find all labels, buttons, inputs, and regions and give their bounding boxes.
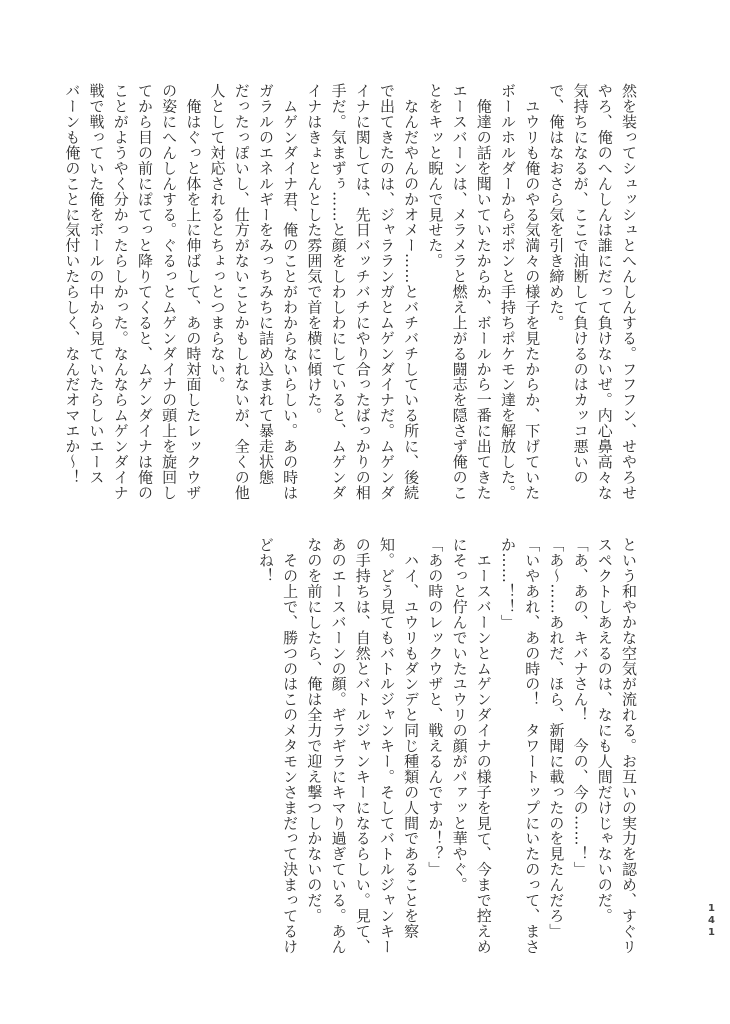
text-line: ガラルのエネルギーをみっちみちに詰め込まれて暴走状態 <box>256 83 275 485</box>
text-line: スペクトしあえるのは、なにも人間だけじゃないのだ。 <box>595 537 614 924</box>
text-line: イナはきょとんとした雰囲気で首を横に傾けた。 <box>305 83 324 423</box>
text-line: なんだやんのかオメー……とバチバチしている所に、後続 <box>402 83 421 501</box>
text-line: ハイ、ユウリもダンデと同じ種類の人間であることを察 <box>402 537 421 939</box>
text-line: とをキッと睨んで見せた。 <box>426 83 445 269</box>
text-line: 「あ、あの、キバナさん！ 今の、今の……！」 <box>571 537 590 877</box>
text-line: ボールホルダーからポポンと手持ちポケモン達を解放した。 <box>498 83 517 501</box>
text-line: か……！！」 <box>498 537 517 630</box>
text-line: ムゲンダイナ君、俺のことがわからないらしい。あの時は <box>281 83 300 501</box>
text-line: 然を装ってシュッシュとへんしんする。フフフン、せやろせ <box>620 83 638 501</box>
text-line: で、俺はなおさら気を引き締めた。 <box>547 83 566 331</box>
text-line: やろ、俺のへんしんは誰にだって負けないぜ。内心鼻高々な <box>595 83 614 501</box>
text-line: 「あの時のレックウザと、戦えるんですか！？」 <box>426 537 445 877</box>
text-line: という和やかな空気が流れる。お互いの実力を認め、すぐリ <box>620 537 638 955</box>
text-line: 人として対応されるとちょっとつまらない。 <box>208 83 227 392</box>
text-line: なのを前にしたら、俺は全力で迎え撃つしかないのだ。 <box>305 537 324 924</box>
text-line: その上で、勝つのはこのメタモンさまだって決まってるけ <box>281 537 300 955</box>
text-line: どね！ <box>256 537 275 584</box>
text-block-top <box>60 83 641 501</box>
text-line: の手持ちは、自然とバトルジャンキーになるらしい。見て、 <box>353 537 372 955</box>
text-line: 「いやあれ、あの時の！ タワートップにいたのって、まさ <box>523 537 542 955</box>
text-block-bottom <box>254 537 641 955</box>
text-line: あのエースバーンの顔。ギラギラにキマり過ぎている。あん <box>329 537 348 955</box>
text-line: 手だ。気まずぅ……と顔をしわしわにしていると、ムゲンダ <box>329 83 348 501</box>
text-line: 戦で戦っていた俺をボールの中から見ていたらしいエース <box>87 83 106 485</box>
text-line: の姿にへんしんする。ぐるっとムゲンダイナの頭上を旋回し <box>160 83 179 501</box>
text-line: エースバーンとムゲンダイナの様子を見て、今まで控えめ <box>474 537 493 955</box>
text-line: 知。どう見てもバトルジャンキー。そしてバトルジャンキー <box>377 537 396 955</box>
text-line: にそっと佇んでいたユウリの顔がパァッと華やぐ。 <box>450 537 469 893</box>
text-line: 俺はぐっと体を上に伸ばして、あの時対面したレックウザ <box>184 83 203 501</box>
text-line: イナに関しては、先日バッチバチにやり合ったばっかりの相 <box>353 83 372 501</box>
text-line: 気持ちになるが、ここで油断して負けるのはカッコ悪いの <box>571 83 590 485</box>
text-line: だったっぽいし、仕方がないことかもしれないが、全くの他 <box>232 83 251 501</box>
text-line: てから目の前にぽてっと降りてくると、ムゲンダイナは俺の <box>135 83 154 501</box>
text-line: エースバーンは、メラメラと燃え上がる闘志を隠さず俺のこ <box>450 83 469 501</box>
text-line: バーンも俺のことに気付いたらしく、なんだオマエか〜！ <box>63 83 82 485</box>
text-line: ことがようやく分かったらしかった。なんならムゲンダイナ <box>111 83 130 501</box>
text-line: で出てきたのは、ジャラランガとムゲンダイナだ。ムゲンダ <box>377 83 396 501</box>
text-line: 俺達の話を聞いていたからか、ボールから一番に出てきた <box>474 83 493 501</box>
page-number: 141 <box>706 903 717 939</box>
text-line: 「あ〜……あれだ、ほら、新聞に載ったのを見たんだろ」 <box>547 537 566 939</box>
text-line: ユウリも俺のやる気満々の様子を見たからか、下げていた <box>523 83 542 501</box>
